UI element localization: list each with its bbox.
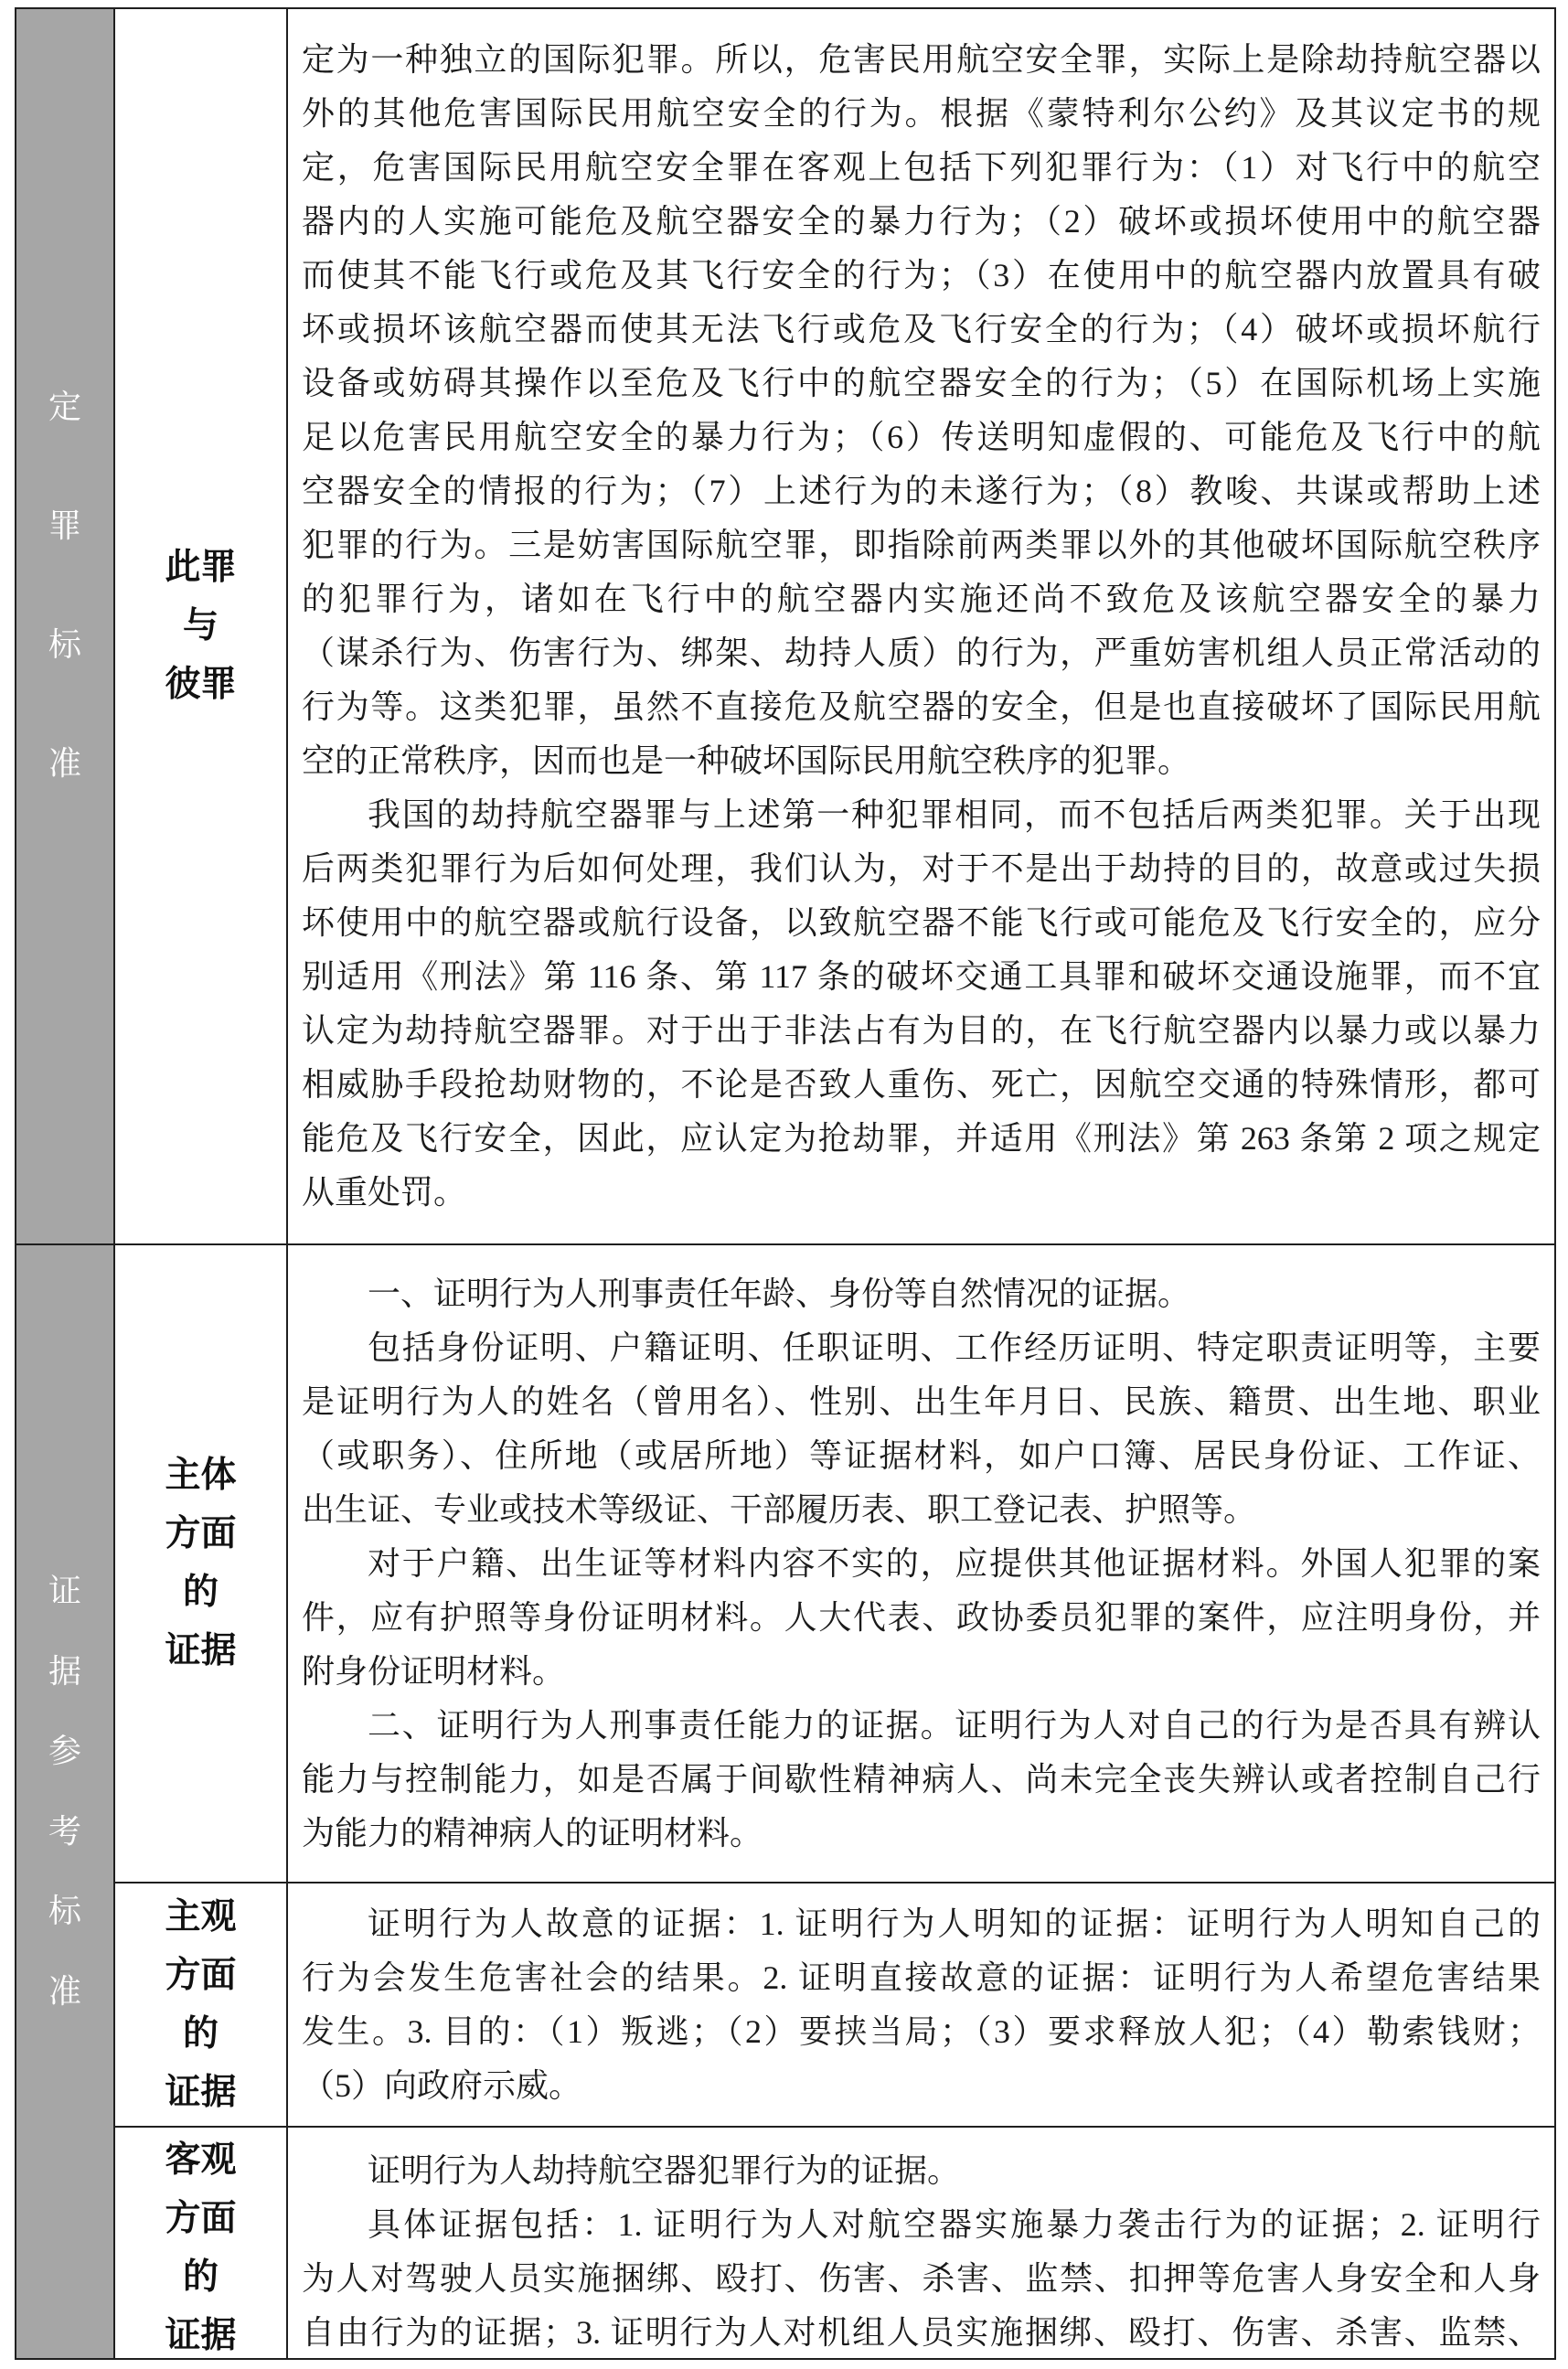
label-line: 方面 xyxy=(165,1955,237,1995)
label-line: 彼罪 xyxy=(165,665,237,704)
text-line: 行为会发生危害社会的结果。2. 证明直接故意的证据：证明行为人希望危害结果 xyxy=(302,1958,1541,1996)
text-line: 空的正常秩序，因而也是一种破坏国际民用航空秩序的犯罪。 xyxy=(302,742,1191,779)
text-line: 证明行为人劫持航空器犯罪行为的证据。 xyxy=(368,2152,961,2189)
text-line: 认定为劫持航空器罪。对于出于非法占有为目的，在飞行航空器内以暴力或以暴力 xyxy=(302,1012,1541,1049)
label-line: 证据 xyxy=(165,2316,237,2355)
label-line: 的 xyxy=(182,1573,219,1612)
label-line: 客观 xyxy=(165,2140,237,2180)
text-line: 坏使用中的航空器或航行设备，以致航空器不能飞行或可能危及飞行安全的，应分 xyxy=(302,904,1541,941)
paragraph xyxy=(302,1699,1541,1861)
text-line: 二、证明行为人刑事责任能力的证据。证明行为人对自己的行为是否具有辨认 xyxy=(368,1706,1541,1744)
text-line: 定，危害国际民用航空安全罪在客观上包括下列犯罪行为：（1）对飞行中的航空 xyxy=(302,149,1541,186)
text-line: 证明行为人故意的证据：1. 证明行为人明知的证据：证明行为人明知自己的 xyxy=(368,1905,1541,1942)
row-label-text xyxy=(115,1883,286,2126)
text-line: 行为等。这类犯罪，虽然不直接危及航空器的安全，但是也直接破坏了国际民用航 xyxy=(302,688,1541,725)
text-line: 出生证、专业或技术等级证、干部履历表、职工登记表、护照等。 xyxy=(302,1490,1257,1528)
section-heading-evidence-standard xyxy=(15,1243,115,2360)
text-line: 件，应有护照等身份证明材料。人大代表、政协委员犯罪的案件，应注明身份，并 xyxy=(302,1598,1541,1636)
paragraph xyxy=(302,1321,1541,1537)
row-label-subject-evidence xyxy=(113,1243,288,1883)
section-heading-text: 证据参考标准 xyxy=(48,1572,81,2010)
text-line: 从重处罚。 xyxy=(302,1174,467,1211)
content-body xyxy=(288,1245,1554,1882)
label-line: 的 xyxy=(182,2013,219,2054)
text-line: 空器安全的情报的行为；（7）上述行为的未遂行为；（8）教唆、共谋或帮助上述 xyxy=(302,473,1541,509)
text-line: （5）向政府示威。 xyxy=(302,2066,582,2104)
row-label-subjective-evidence xyxy=(113,1882,288,2128)
text-line: 对于户籍、出生证等材料内容不实的，应提供其他证据材料。外国人犯罪的案 xyxy=(368,1544,1541,1582)
paragraph xyxy=(302,1897,1541,2113)
text-line: （或职务）、住所地（或居所地）等证据材料，如户口簿、居民身份证、工作证、 xyxy=(302,1436,1541,1474)
row-content-objective-evidence xyxy=(286,2126,1556,2360)
text-line: 坏或损坏该航空器而使其无法飞行或危及飞行安全的行为；（4）破坏或损坏航行 xyxy=(302,311,1541,347)
text-line: 相威胁手段抢劫财物的，不论是否致人重伤、死亡，因航空交通的特殊情形，都可 xyxy=(302,1066,1541,1103)
label-line: 主观 xyxy=(165,1896,237,1937)
row-label-text xyxy=(115,2128,286,2358)
text-line: 为人对驾驶人员实施捆绑、殴打、伤害、杀害、监禁、扣押等危害人身安全和人身 xyxy=(302,2260,1541,2297)
paragraph xyxy=(302,1537,1541,1699)
text-line: 是证明行为人的姓名（曾用名）、性别、出生年月日、民族、籍贯、出生地、职业 xyxy=(302,1382,1541,1420)
content-body xyxy=(288,1883,1554,2126)
section-heading-conviction-standard xyxy=(15,7,115,1245)
label-line: 证据 xyxy=(165,2072,237,2112)
label-line: 方面 xyxy=(165,2199,237,2238)
row-content-this-vs-that-crime xyxy=(286,7,1556,1245)
text-line: 一、证明行为人刑事责任年龄、身份等自然情况的证据。 xyxy=(368,1275,1191,1312)
text-line: 的犯罪行为，诸如在飞行中的航空器内实施还尚不致危及该航空器安全的暴力 xyxy=(302,581,1541,617)
row-content-subjective-evidence xyxy=(286,1882,1556,2128)
text-line: 外的其他危害国际民用航空安全的行为。根据《蒙特利尔公约》及其议定书的规 xyxy=(302,95,1541,132)
paragraph xyxy=(302,1267,1541,1321)
text-line: 犯罪的行为。三是妨害国际航空罪，即指除前两类罪以外的其他破坏国际航空秩序 xyxy=(302,527,1541,563)
content-body xyxy=(288,9,1554,1243)
row-label-text xyxy=(115,9,286,1243)
label-line: 与 xyxy=(182,606,219,646)
text-line: 足以危害民用航空安全的暴力行为；（6）传送明知虚假的、可能危及飞行中的航 xyxy=(302,419,1541,455)
text-line: 别适用《刑法》第 116 条、第 117 条的破坏交通工具罪和破坏交通设施罪，而不宜 xyxy=(302,958,1541,995)
text-line: （谋杀行为、伤害行为、绑架、劫持人质）的行为，严重妨害机组人员正常活动的 xyxy=(302,635,1541,671)
row-label-this-vs-that-crime xyxy=(113,7,288,1245)
text-line: 为能力的精神病人的证明材料。 xyxy=(302,1814,763,1851)
text-line: 自由行为的证据；3. 证明行为人对机组人员实施捆绑、殴打、伤害、杀害、监禁、 xyxy=(302,2314,1541,2351)
text-line: 具体证据包括：1. 证明行为人对航空器实施暴力袭击行为的证据；2. 证明行 xyxy=(368,2206,1541,2243)
label-line: 的 xyxy=(182,2257,219,2297)
text-line: 能危及飞行安全，因此，应认定为抢劫罪，并适用《刑法》第 263 条第 2 项之规定 xyxy=(302,1120,1541,1157)
paragraph xyxy=(302,33,1541,788)
text-line: 器内的人实施可能危及航空器安全的暴力行为；（2）破坏或损坏使用中的航空器 xyxy=(302,203,1541,240)
paragraph xyxy=(302,788,1541,1220)
row-content-subject-evidence xyxy=(286,1243,1556,1883)
text-line: 定为一种独立的国际犯罪。所以，危害民用航空安全罪，实际上是除劫持航空器以 xyxy=(302,41,1541,78)
label-line: 证据 xyxy=(165,1631,237,1670)
paragraph xyxy=(302,2144,1541,2198)
section-heading-text: 定罪标准 xyxy=(48,388,81,782)
label-line: 此罪 xyxy=(165,548,237,587)
paragraph xyxy=(302,2198,1541,2360)
label-line: 方面 xyxy=(165,1514,237,1553)
text-line: 后两类犯罪行为后如何处理，我们认为，对于不是出于劫持的目的，故意或过失损 xyxy=(302,850,1541,887)
text-line: 设备或妨碍其操作以至危及飞行中的航空器安全的行为；（5）在国际机场上实施 xyxy=(302,365,1541,401)
text-line: 发生。3. 目的：（1）叛逃；（2）要挟当局；（3）要求释放人犯；（4）勒索钱财； xyxy=(302,2012,1541,2050)
content-body xyxy=(288,2128,1554,2358)
text-line: 附身份证明材料。 xyxy=(302,1652,566,1690)
row-label-text xyxy=(115,1245,286,1882)
text-line: 能力与控制能力，如是否属于间歇性精神病人、尚未完全丧失辨认或者控制自己行 xyxy=(302,1760,1541,1798)
text-line: 我国的劫持航空器罪与上述第一种犯罪相同，而不包括后两类犯罪。关于出现 xyxy=(368,796,1541,833)
label-line: 主体 xyxy=(165,1456,237,1495)
text-line: 而使其不能飞行或危及其飞行安全的行为；（3）在使用中的航空器内放置具有破 xyxy=(302,257,1541,293)
text-line: 包括身份证明、户籍证明、任职证明、工作经历证明、特定职责证明等，主要 xyxy=(368,1329,1541,1366)
row-label-objective-evidence xyxy=(113,2126,288,2360)
